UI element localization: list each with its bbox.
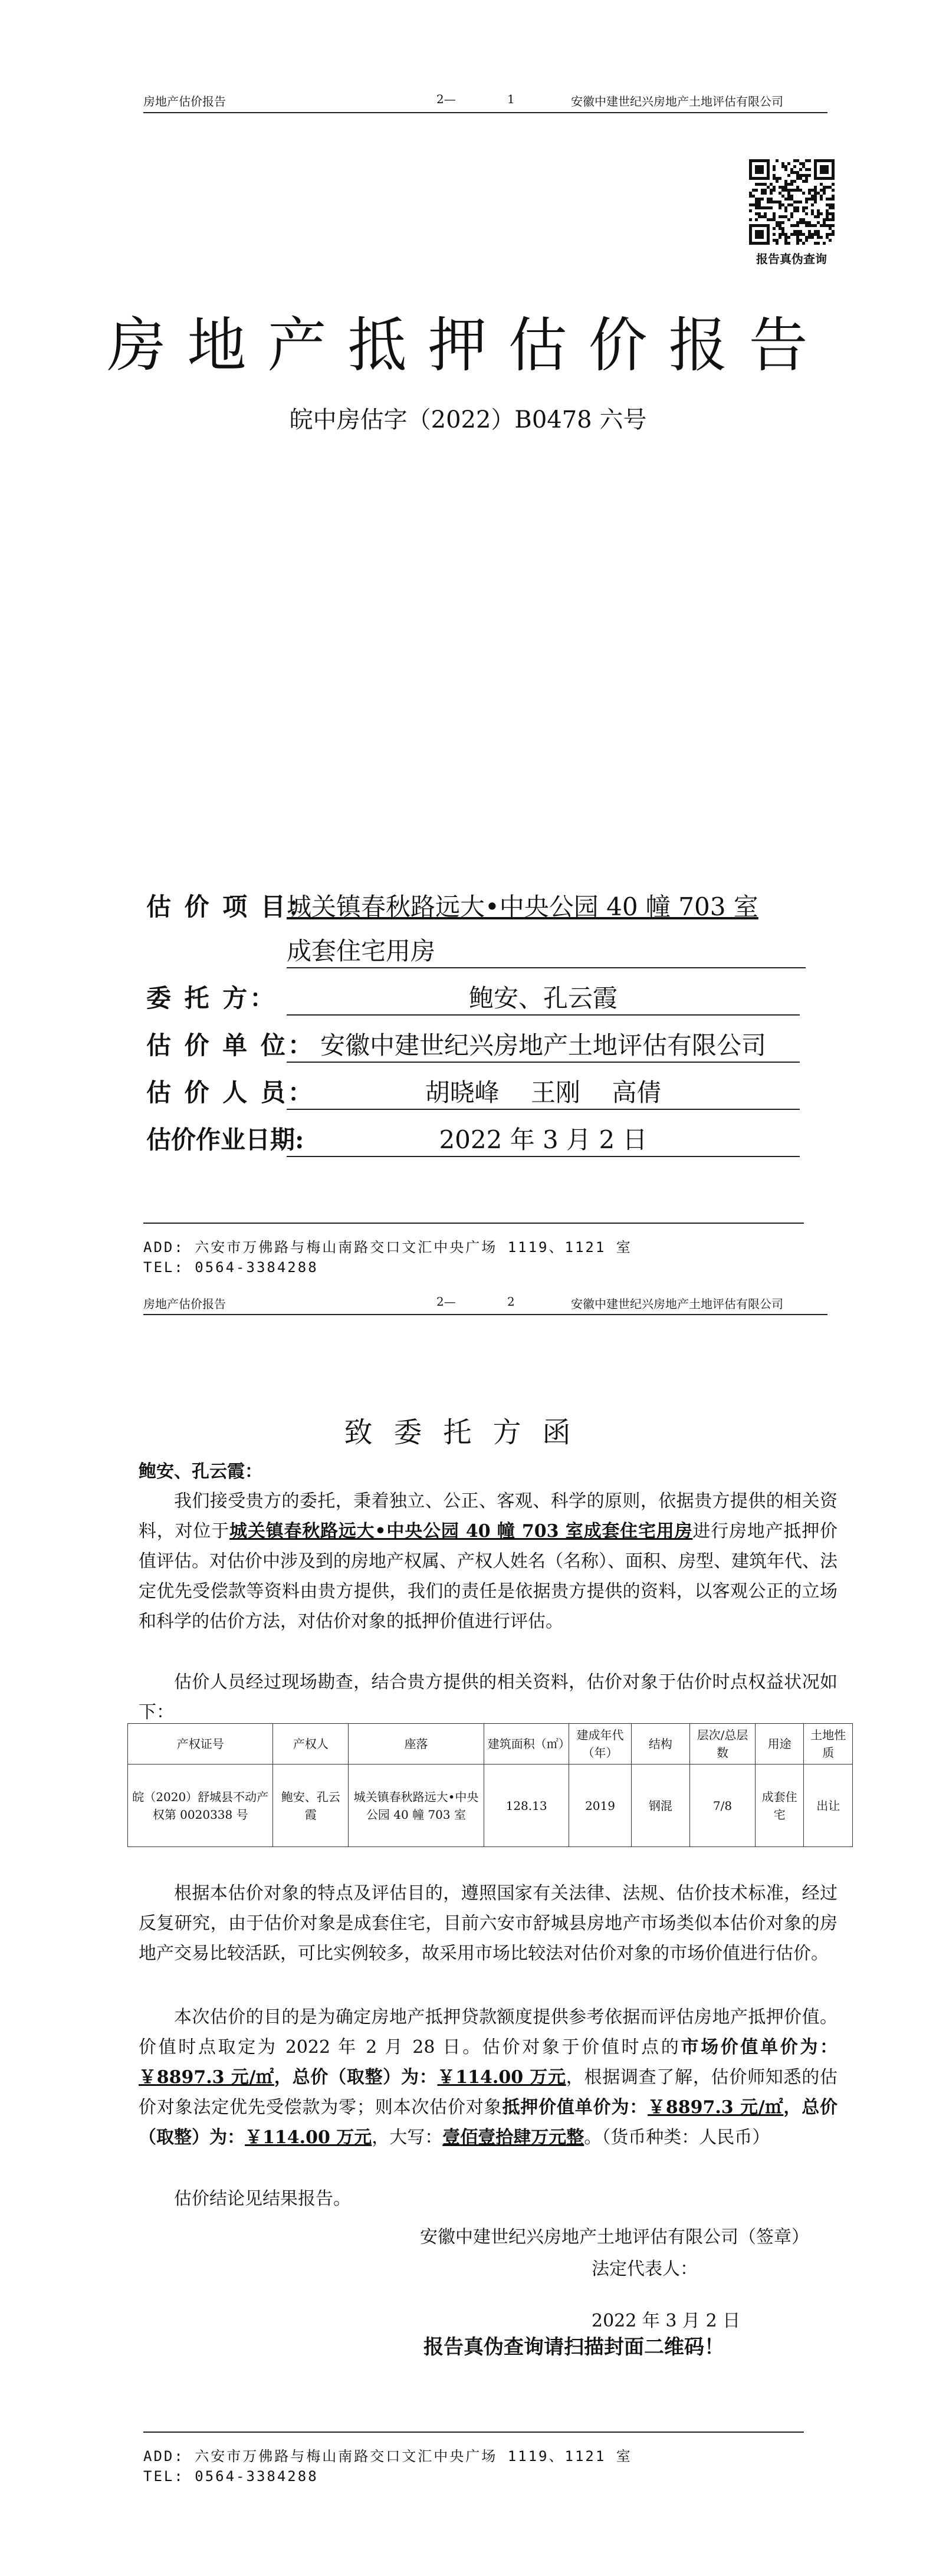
header-page-number: 1 <box>507 92 515 106</box>
info-staff-label: 估 价 人 员： <box>146 1078 315 1107</box>
para4-text-a: 本次估价的目的是为确定房地产抵押贷款额度提供参考依据而评估房地产抵押价值。价值时点取定为 2022 年 2 月 28 日。估价对象于价值时点的 <box>139 2007 838 2058</box>
paragraph-5: 估价结论见结果报告。 <box>174 2189 351 2209</box>
info-client-label: 委 托 方： <box>146 984 277 1013</box>
footer-rule <box>143 1223 804 1224</box>
table-header: 产权人 <box>273 1724 349 1765</box>
authenticity-notice: 报告真伪查询请扫描封面二维码！ <box>423 2335 724 2359</box>
signature-legal-rep: 法定代表人： <box>592 2259 698 2279</box>
info-date <box>146 1121 648 1156</box>
table-header: 结构 <box>631 1724 689 1765</box>
info-staff-value: 胡晓峰 王刚 高倩 <box>287 1073 800 1110</box>
table-cell: 2019 <box>569 1765 631 1847</box>
header-right: 安徽中建世纪兴房地产土地评估有限公司 <box>571 1297 783 1311</box>
para4-mortgage-total: ￥114.00 万元 <box>245 2127 372 2148</box>
para4-text-m: 。（货币种类：人民币） <box>584 2127 770 2148</box>
para4-mortgage-total-label: ，总价（取整）为： <box>139 2097 838 2148</box>
para4-amount-in-words: 壹佰壹拾肆万元整 <box>442 2127 584 2148</box>
info-unit-value: 安徽中建世纪兴房地产土地评估有限公司 <box>287 1026 800 1063</box>
table-cell: 128.13 <box>484 1765 569 1847</box>
header-page-prefix: 2— <box>436 92 456 106</box>
qr-code-icon <box>749 159 835 245</box>
signature-company: 安徽中建世纪兴房地产土地评估有限公司（签章） <box>420 2227 809 2248</box>
table-header: 层次/总层数 <box>690 1724 756 1765</box>
info-date-value: 2022 年 3 月 2 日 <box>287 1121 800 1157</box>
header-left: 房地产估价报告 <box>143 1297 226 1311</box>
property-table <box>127 1723 853 1847</box>
table-header: 用途 <box>755 1724 804 1765</box>
table-cell: 成套住宅 <box>755 1765 804 1847</box>
para1-text-c: 进行房地产抵押价值评估。对估价中涉及到的房地产权属、产权人姓名（名称）、面积、房型、建筑年代、法定优先受偿款等资料由贵方提供，我们的责任是依据贵方提供的资料，以客观公正的立场和科学的估价方法，对估价对象的抵押价值进行评估。 <box>139 1521 838 1632</box>
info-staff <box>146 1073 662 1109</box>
para1-property: 城关镇春秋路远大•中央公园 40 幢 703 室成套住宅用房 <box>229 1521 693 1542</box>
table-cell: 城关镇春秋路远大•中央公园 40 幢 703 室 <box>349 1765 484 1847</box>
info-project <box>146 888 758 923</box>
paragraph-4 <box>139 2002 838 2153</box>
table-header: 产权证号 <box>128 1724 273 1765</box>
footer-tel: TEL: 0564-3384288 <box>143 2468 318 2485</box>
info-project-label: 估 价 项 目： <box>146 892 315 921</box>
para4-mortgage-unit-price: ￥8897.3 元/㎡ <box>648 2097 784 2118</box>
report-title: 房地产抵押估价报告 <box>107 311 829 380</box>
footer-address: ADD: 六安市万佛路与梅山南路交口文汇中央广场 1119、1121 室 <box>143 2448 632 2465</box>
table-header: 建筑面积（㎡） <box>484 1724 569 1765</box>
para4-mortgage-unit-label: 抵押价值单价为： <box>502 2097 648 2118</box>
para4-market-unit-price: ￥8897.3 元/㎡ <box>139 2067 274 2088</box>
table-cell: 7/8 <box>690 1765 756 1847</box>
header-rule <box>143 1314 827 1315</box>
para4-market-unit-label: 市场价值单价为： <box>681 2037 838 2058</box>
header-page-prefix: 2— <box>436 1294 456 1309</box>
para4-market-total-label: ，总价（取整）为： <box>274 2067 438 2088</box>
qr-caption: 报告真伪查询 <box>756 252 827 266</box>
info-client-value: 鲍安、孔云霞 <box>287 979 800 1016</box>
table-header: 座落 <box>349 1724 484 1765</box>
info-unit-label: 估 价 单 位： <box>146 1031 315 1060</box>
header-left: 房地产估价报告 <box>143 94 226 109</box>
para4-text-f: ，根据调查了解，估价师知悉的估价对象法定优先受偿款为零；则本次估价对象 <box>139 2067 838 2118</box>
info-date-label: 估价作业日期: <box>146 1125 304 1154</box>
info-project-value-line1: 城关镇春秋路远大•中央公园 40 幢 703 室 <box>287 892 758 921</box>
footer-tel: TEL: 0564-3384288 <box>143 1259 318 1276</box>
doc-number: 皖中房估字（2022）B0478 六号 <box>289 406 647 433</box>
paragraph-3: 根据本估价对象的特点及评估目的，遵照国家有关法律、法规、估价技术标准，经过反复研究，由于估价对象是成套住宅，目前六安市舒城县房地产市场类似本估价对象的房地产交易比较活跃，可比实例较多，故采用市场比较法对估价对象的市场价值进行估价。 <box>139 1883 838 1964</box>
table-row <box>128 1765 853 1847</box>
signature-date: 2022 年 3 月 2 日 <box>592 2311 741 2331</box>
header-rule <box>143 112 827 113</box>
header-right: 安徽中建世纪兴房地产土地评估有限公司 <box>571 94 783 109</box>
footer-address: ADD: 六安市万佛路与梅山南路交口文汇中央广场 1119、1121 室 <box>143 1239 632 1256</box>
salutation: 鲍安、孔云霞： <box>139 1461 262 1482</box>
para1-text-a: 我们接受贵方的委托，秉着独立、公正、客观、科学的原则，依据贵方提供的相关资料，对位于 <box>139 1491 838 1542</box>
para4-market-total: ￥114.00 万元 <box>437 2067 566 2088</box>
table-cell: 出让 <box>804 1765 853 1847</box>
table-cell: 皖（2020）舒城县不动产权第 0020338 号 <box>128 1765 273 1847</box>
para4-text-k: ，大写： <box>372 2127 443 2148</box>
table-header-row <box>128 1724 853 1765</box>
letter-title: 致委托方函 <box>344 1416 592 1449</box>
table-header: 建成年代（年） <box>569 1724 631 1765</box>
info-client <box>146 979 618 1014</box>
table-cell: 钢混 <box>631 1765 689 1847</box>
table-header: 土地性质 <box>804 1724 853 1765</box>
header-page-number: 2 <box>507 1294 515 1309</box>
info-project-value-line2: 成套住宅用房 <box>287 932 806 968</box>
paragraph-1 <box>139 1486 838 1637</box>
footer-rule <box>143 2432 804 2433</box>
table-cell: 鲍安、孔云霞 <box>273 1765 349 1847</box>
info-unit <box>146 1026 766 1062</box>
paragraph-2: 估价人员经过现场勘查，结合贵方提供的相关资料，估价对象于估价时点权益状况如下： <box>139 1672 838 1723</box>
